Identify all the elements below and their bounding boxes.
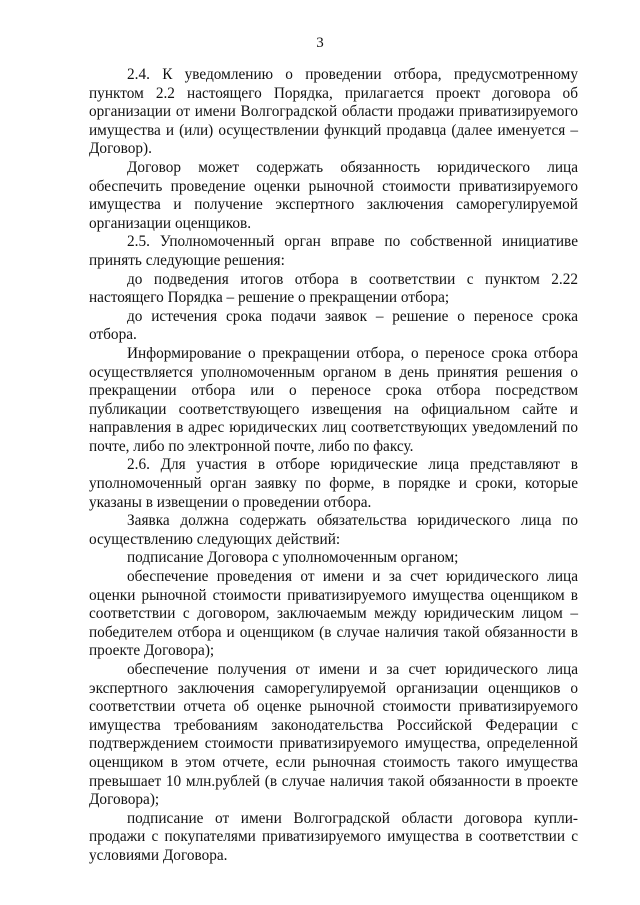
list-item-signing-contract: подписание Договора с уполномоченным органом; xyxy=(127,549,459,567)
list-item-termination: до подведения итогов отбора в соответствии с пунктом 2.22 настоящего Порядка – решение о прекращении отбора; xyxy=(89,270,578,307)
paragraph-2-5: 2.5. Уполномоченный орган вправе по собственной инициативе принять следующие решения: xyxy=(89,233,578,269)
document-body xyxy=(89,66,578,866)
paragraph-informing: Информирование о прекращении отбора, о переносе срока отбора осуществляется уполномоченным органом в день принятия решения о прекращении отбора или о переносе срока отбора посредством публикации соответствующего извещения на официальном сайте и направления в адрес юридических лиц соответствующих уведомлений по почте, либо по электронной почте, либо по факсу. xyxy=(89,344,578,455)
paragraph-2-4: 2.4. К уведомлению о проведении отбора, предусмотренному пунктом 2.2 настоящего Порядка, прилагается проект договора об организации от имени Волгоградской области продажи приватизируемого имущества и (или) осуществлении функций продавца (далее именуется – Договор). xyxy=(89,66,578,158)
list-item-postponement: до истечения срока подачи заявок – решение о переносе срока отбора. xyxy=(89,307,578,344)
list-item-sale-contract: подписание от имени Волгоградской области договора купли-продажи с покупателями приватизируемого имущества в соответствии с условиями Договора. xyxy=(89,809,578,864)
page-number: 3 xyxy=(316,35,324,51)
paragraph-2-6: 2.6. Для участия в отборе юридические лица представляют в уполномоченный орган заявку по форме, в порядке и сроки, которые указаны в извещении о проведении отбора. xyxy=(89,456,578,511)
list-item-valuation: обеспечение проведения от имени и за счет юридического лица оценки рыночной стоимости приватизируемого имущества оценщиком в соответствии с договором, заключаемым между юридическим лицом – победителем отбора и оценщиком (в случае наличия такой обязанности в проекте Договора); xyxy=(89,568,578,660)
paragraph-application-content: Заявка должна содержать обязательства юридического лица по осуществлению следующих действий: xyxy=(89,512,578,548)
list-item-expert-conclusion: обеспечение получения от имени и за счет юридического лица экспертного заключения саморегулируемой организации оценщиков о соответствии отчета об оценке рыночной стоимости приватизируемого имущества требованиям законодательства Российской Федерации с подтверждением стоимости приватизируемого имущества, определенной оценщиком в этом отчете, если рыночная стоимость такого имущества превышает 10 млн.рублей (в случае наличия такой обязанности в проекте Договора); xyxy=(89,661,578,809)
paragraph-contract-obligation: Договор может содержать обязанность юридического лица обеспечить проведение оценки рыночной стоимости приватизируемого имущества и получение экспертного заключения саморегулируемой организации оценщиков. xyxy=(89,158,578,232)
